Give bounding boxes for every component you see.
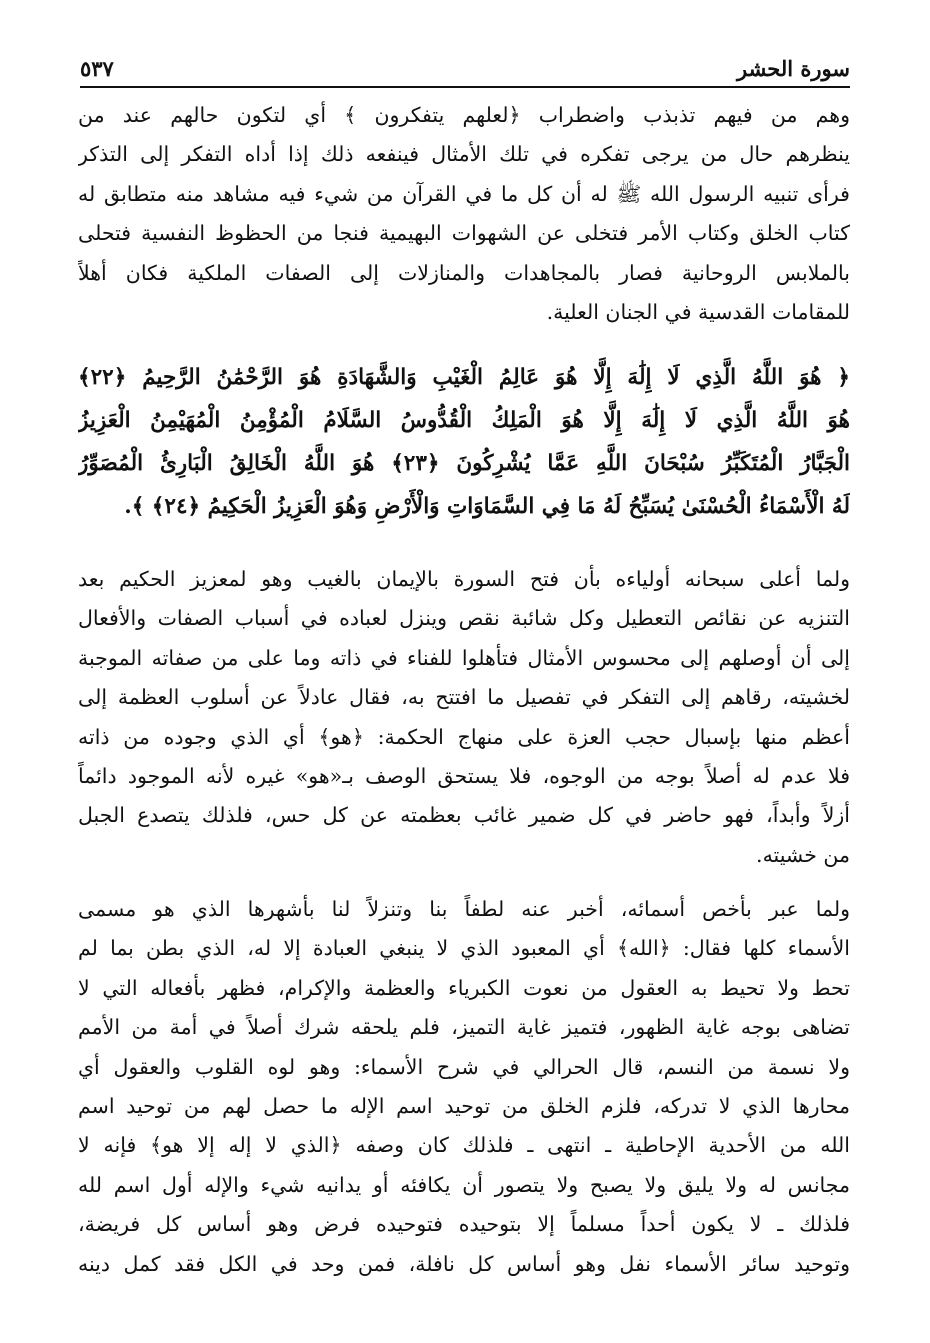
text-line: مجانس له ولا يليق ولا يصبح ولا يتصور أن يكافئه أو يدانيه شيء والإله أول اسم لله — [78, 1172, 850, 1197]
text-line: تحط ولا تحيط به العقول من نعوت الكبرياء والعظمة والإكرام، فظهر بأفعاله التي لا — [78, 975, 850, 1000]
verse-line: لَهُ الْأَسْمَاءُ الْحُسْنَىٰ يُسَبِّحُ لَهُ مَا فِي السَّمَاوَاتِ وَالْأَرْضِ وَهُوَ الْعَزِيزُ الْحَكِيمُ ﴿٢٤﴾ ﴾. — [124, 494, 850, 519]
text-line: التنزيه عن نقائص التعطيل وكل شائبة نقص وينزل لعباده في أسباب الصفات والأفعال — [78, 606, 850, 631]
text-line: الأسماء كلها فقال: ﴿الله﴾ أي المعبود الذي لا ينبغي العبادة إلا له، الذي بطن بما لم — [78, 936, 850, 961]
paragraph-2 — [78, 560, 850, 875]
text-line: تضاهى بوجه غاية الظهور، فتميز غاية التميز، فلم يلحقه شرك أصلاً في أمة من الأمم — [78, 1015, 850, 1040]
verse-line: ﴿ هُوَ اللَّهُ الَّذِي لَا إِلَٰهَ إِلَّا هُوَ عَالِمُ الْغَيْبِ وَالشَّهَادَةِ هُوَ الرَّحْمَٰنُ الرَّحِيمُ ﴿٢٢﴾ — [78, 365, 850, 390]
text-line: وهم من فيهم تذبذب واضطراب ﴿لعلهم يتفكرون ﴾ أي لتكون حالهم عند من — [78, 103, 850, 127]
verse-line: هُوَ اللَّهُ الَّذِي لَا إِلَٰهَ إِلَّا هُوَ الْمَلِكُ الْقُدُّوسُ السَّلَامُ الْمُؤْمِنُ الْمُهَيْمِنُ الْعَزِيزُ — [78, 408, 850, 433]
text-line: محارها الذي لا تدركه، فلزم الخلق من توحيد اسم الإله ما حصل لهم من توحيد اسم — [78, 1093, 850, 1118]
text-line: ينظرهم حال من يرجى تفكره في تلك الأمثال فينفعه ذلك إذا أداه التفكر إلى التذكر — [78, 142, 850, 167]
text-line: أعظم منها بإسبال حجب العزة على منهاج الحكمة: ﴿هو﴾ أي الذي وجوده من ذاته — [78, 724, 850, 749]
text-line: ولا نسمة من النسم، قال الحرالي في شرح الأسماء: وهو لوه القلوب والعقول أي — [78, 1054, 850, 1079]
text-line: أزلاً وأبداً، فهو حاضر في كل ضمير غائب بعظمته عن كل حس، فلذلك يتصدع الجبل — [78, 803, 850, 828]
verse-line: الْجَبَّارُ الْمُتَكَبِّرُ سُبْحَانَ اللَّهِ عَمَّا يُشْرِكُونَ ﴿٢٣﴾ هُوَ اللَّهُ الْخَالِقُ الْبَارِئُ الْمُصَوِّرُ — [78, 451, 850, 476]
page-number: ٥٣٧ — [80, 56, 114, 81]
header-divider — [80, 86, 850, 88]
text-line: كتاب الخلق وكتاب الأمر فتخلى عن الشهوات البهيمية فنجا من الحظوظ النفسية فتحلى — [78, 221, 850, 246]
quran-verse-block — [78, 356, 850, 528]
surah-title: سورة الحشر — [736, 56, 850, 81]
text-line: إلى أن أوصلهم إلى محسوس الأمثال فتأهلوا للفناء في ذاته وما على من صفاته الموجبة — [78, 645, 850, 670]
text-line: بالملابس الروحانية فصار بالمجاهدات والمنازلات إلى الصفات الملكية فكان أهلاً — [78, 260, 850, 285]
text-line: ولما عبر بأخص أسمائه، أخبر عنه لطفاً بنا وتنزلاً لنا بأشهرها الذي هو مسمى — [78, 897, 850, 921]
text-line: فلذلك ـ لا يكون أحداً مسلماً إلا بتوحيده فتوحيده فرض وهو أساس كل فريضة، — [78, 1212, 850, 1237]
text-line: فلا عدم له أصلاً بوجه من الوجوه، فلا يستحق الوصف بـ«هو» غيره لأنه الموجود دائماً — [78, 763, 850, 788]
paragraph-1 — [78, 96, 850, 332]
page-header — [80, 52, 850, 88]
text-line: ولما أعلى سبحانه أولياءه بأن فتح السورة بالإيمان بالغيب وهو لمعزيز الحكيم بعد — [78, 567, 850, 591]
text-line: لخشيته، رقاهم إلى التفكر في تفصيل ما افتتح به، فقال عادلاً عن أسلوب العظمة إلى — [78, 685, 850, 710]
text-line: من خشيته. — [756, 842, 850, 867]
text-line: فرأى تنبيه الرسول الله ﷺ له أن كل ما في القرآن من شيء فيه مشاهد منه متطابق له — [78, 181, 850, 206]
paragraph-3 — [78, 890, 850, 1284]
text-line: وتوحيد سائر الأسماء نفل وهو أساس كل نافلة، فمن وحد في الكل فقد كمل دينه — [78, 1251, 850, 1276]
text-line: الله من الأحدية الإحاطية ـ انتهى ـ فلذلك كان وصفه ﴿الذي لا إله إلا هو﴾ فإنه لا — [78, 1133, 850, 1158]
text-line: للمقامات القدسية في الجنان العلية. — [546, 299, 850, 324]
